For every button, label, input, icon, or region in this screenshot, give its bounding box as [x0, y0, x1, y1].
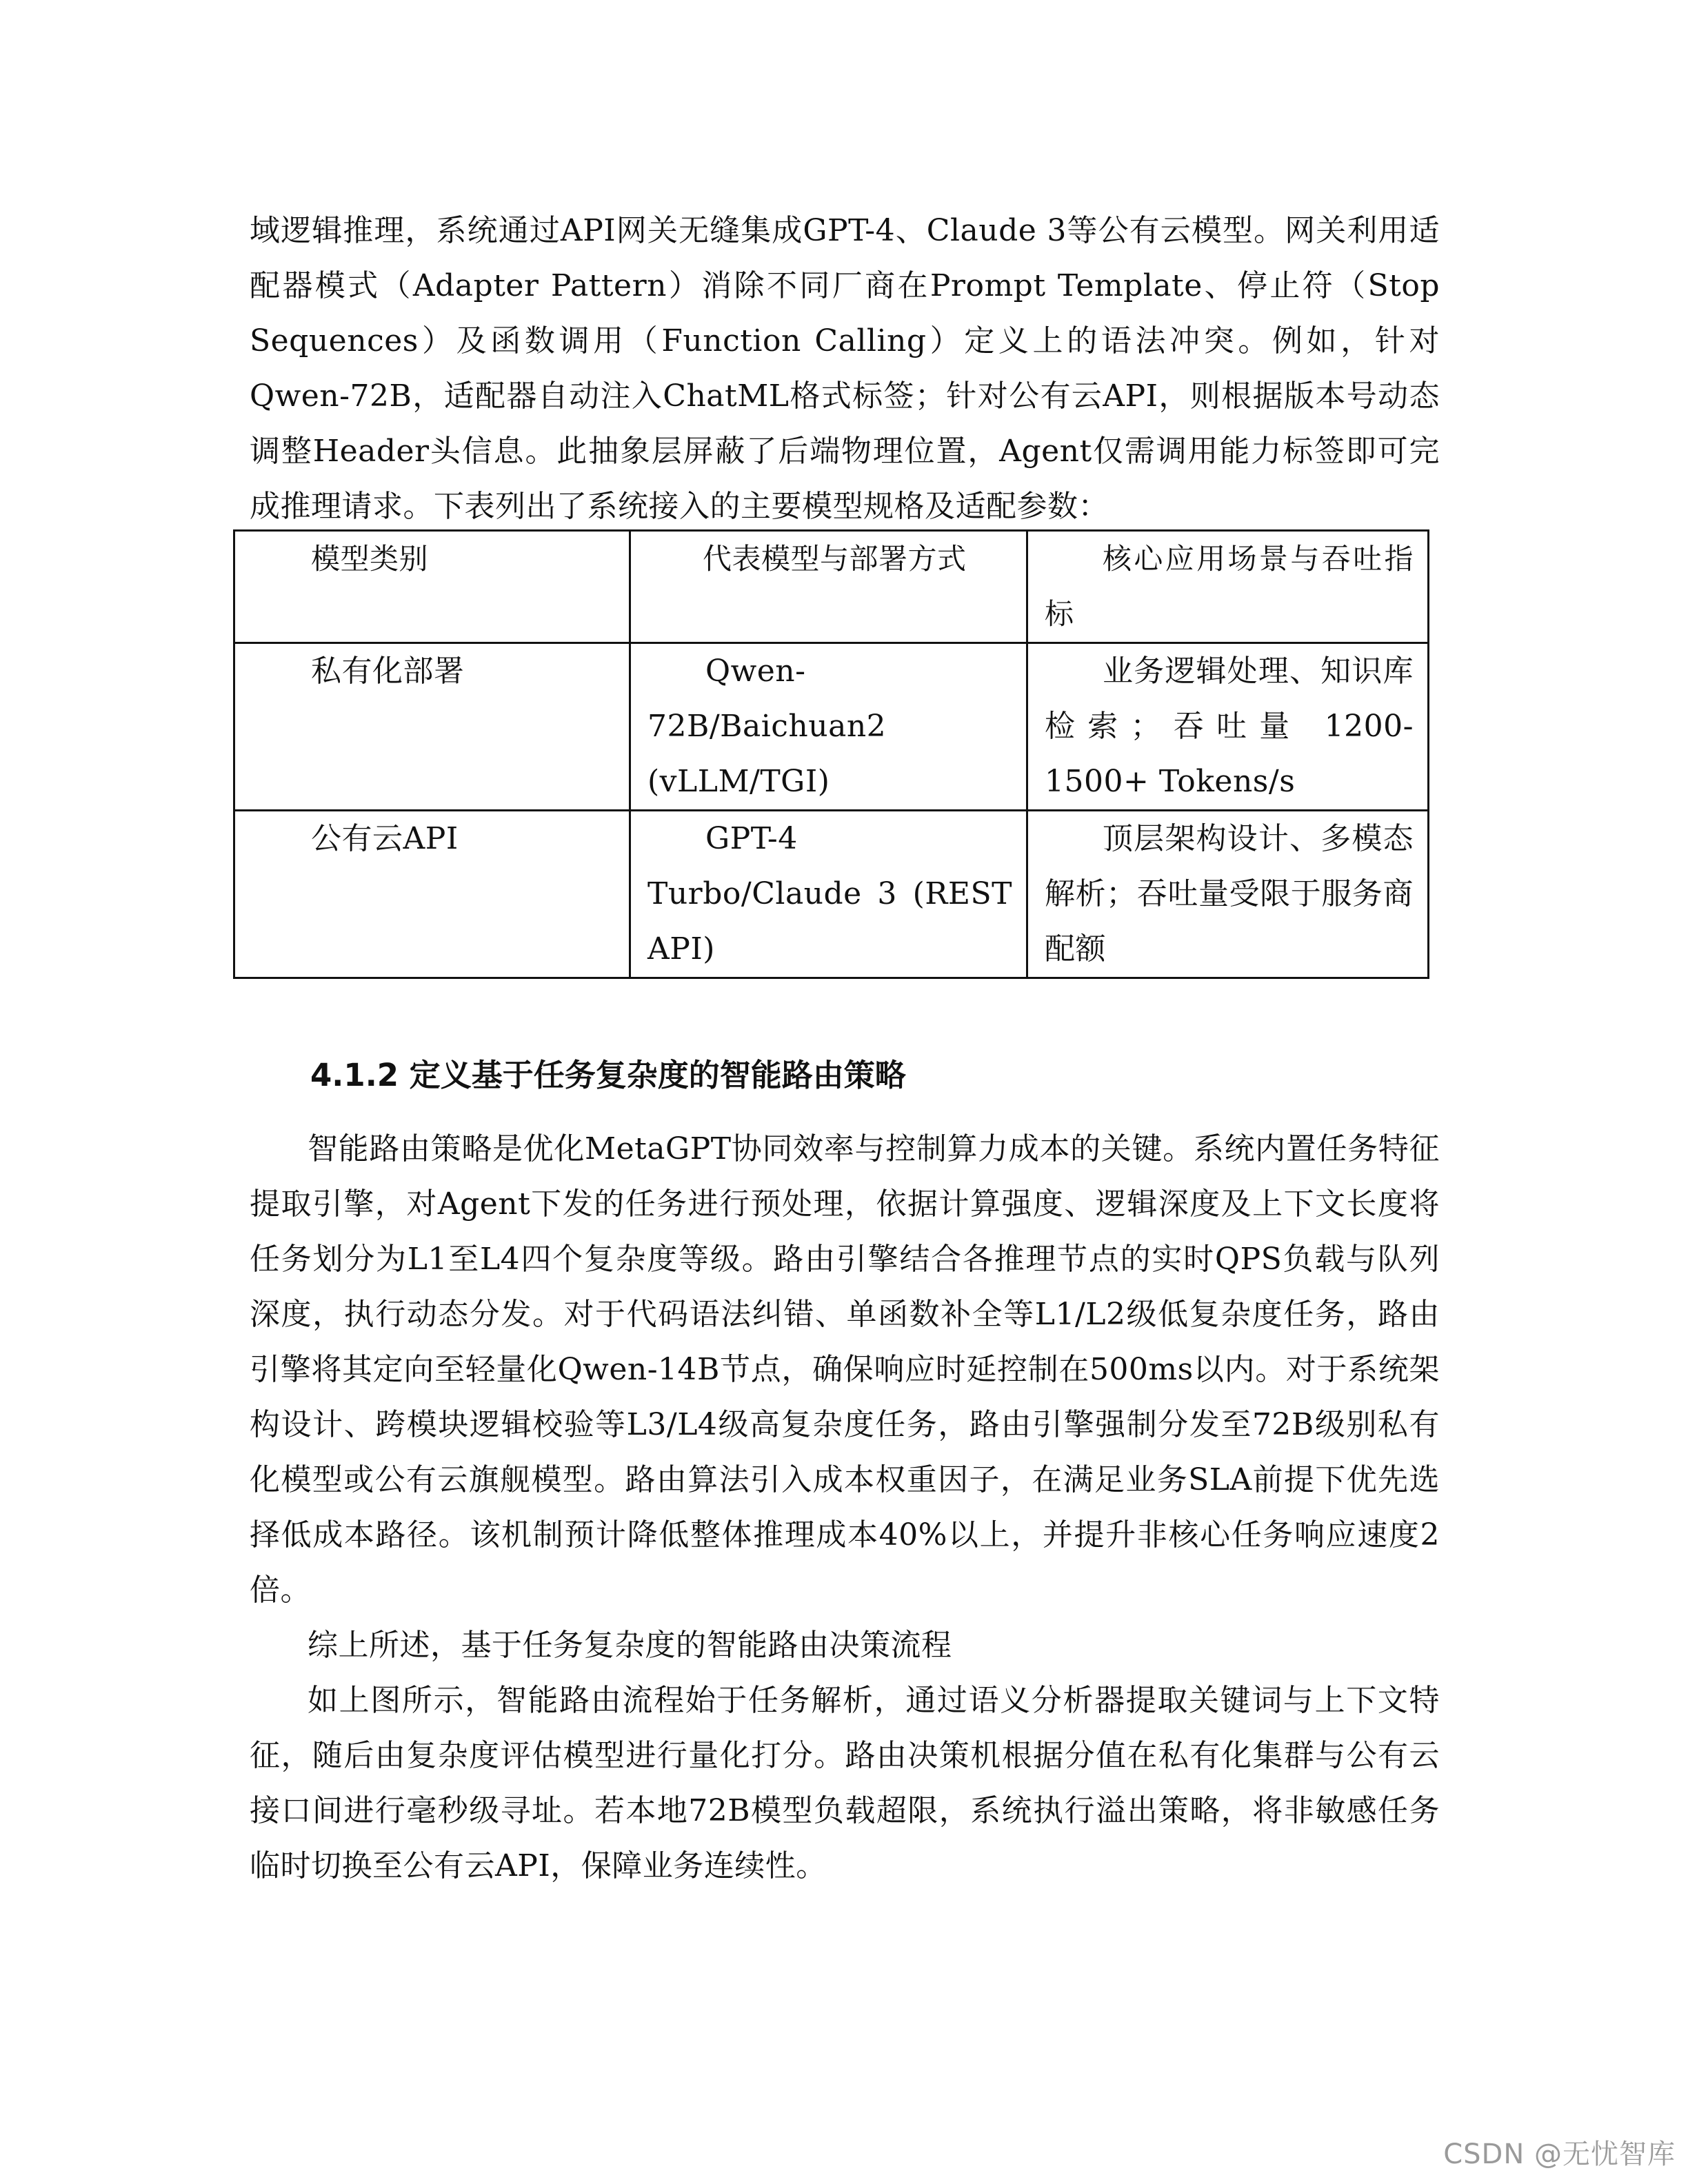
figure-description-paragraph: 如上图所示，智能路由流程始于任务解析，通过语义分析器提取关键词与上下文特征，随后由复杂度评估模型进行量化打分。路由决策机根据分值在私有化集群与公有云接口间进行毫秒级寻址。若本地72B模型负载超限，系统执行溢出策略，将非敏感任务临时切换至公有云API，保障业务连续性。	[250, 1683, 1440, 1883]
table-cell-use-case: 顶层架构设计、多模态解析；吞吐量受限于服务商配额	[1027, 811, 1429, 978]
table-cell-model: Qwen-72B/Baichuan2 (vLLM/TGI)	[630, 643, 1027, 811]
column-header-use-case-throughput: 核心应用场景与吞吐指标	[1027, 531, 1429, 643]
model-spec-table	[233, 529, 1429, 979]
summary-paragraph: 综上所述，基于任务复杂度的智能路由决策流程	[308, 1628, 952, 1663]
table-cell-use-case: 业务逻辑处理、知识库检索；吞吐量 1200-1500+ Tokens/s	[1027, 643, 1429, 811]
column-header-representative-model: 代表模型与部署方式	[630, 531, 1027, 643]
csdn-watermark: CSDN @无忧智库	[1443, 2138, 1676, 2170]
routing-strategy-paragraph: 智能路由策略是优化MetaGPT协同效率与控制算力成本的关键。系统内置任务特征提取引擎，对Agent下发的任务进行预处理，依据计算强度、逻辑深度及上下文长度将任务划分为L1至L4四个复杂度等级。路由引擎结合各推理节点的实时QPS负载与队列深度，执行动态分发。对于代码语法纠错、单函数补全等L1/L2级低复杂度任务，路由引擎将其定向至轻量化Qwen-14B节点，确保响应时延控制在500ms以内。对于系统架构设计、跨模块逻辑校验等L3/L4级高复杂度任务，路由引擎强制分发至72B级别私有化模型或公有云旗舰模型。路由算法引入成本权重因子，在满足业务SLA前提下优先选择低成本路径。该机制预计降低整体推理成本40%以上，并提升非核心任务响应速度2倍。	[250, 1131, 1440, 1608]
section-heading: 4.1.2 定义基于任务复杂度的智能路由策略	[310, 1057, 906, 1093]
table-header-row	[234, 531, 1429, 643]
table-row	[234, 811, 1429, 978]
table-cell-model: GPT-4 Turbo/Claude 3 (REST API)	[630, 811, 1027, 978]
column-header-model-category: 模型类别	[234, 531, 630, 643]
table-row	[234, 643, 1429, 811]
table-cell-category: 公有云API	[234, 811, 630, 978]
table-cell-category: 私有化部署	[234, 643, 630, 811]
intro-paragraph: 域逻辑推理，系统通过API网关无缝集成GPT-4、Claude 3等公有云模型。网关利用适配器模式（Adapter Pattern）消除不同厂商在Prompt Template、停止符（Stop Sequences）及函数调用（Function Calling）定义上的语法冲突。例如，针对Qwen-72B，适配器自动注入ChatML格式标签；针对公有云API，则根据版本号动态调整Header头信息。此抽象层屏蔽了后端物理位置，Agent仅需调用能力标签即可完成推理请求。下表列出了系统接入的主要模型规格及适配参数：	[250, 213, 1440, 524]
